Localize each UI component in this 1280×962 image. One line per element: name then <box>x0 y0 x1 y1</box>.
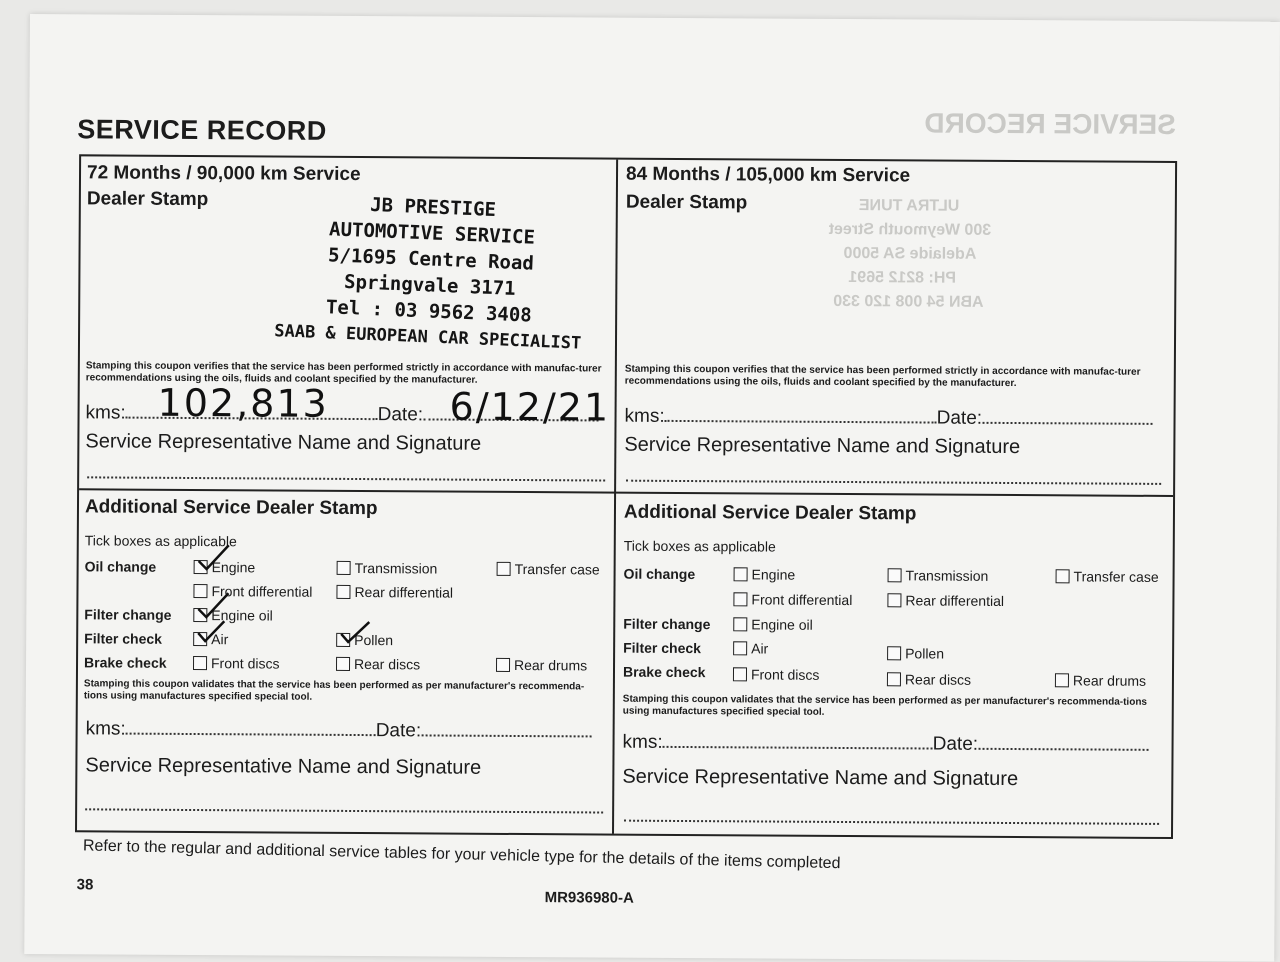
panel-heading: Additional Service Dealer Stamp <box>623 501 917 525</box>
kms-date-row <box>624 406 1152 431</box>
signature-dotted-line <box>85 806 603 813</box>
document-code: MR936980-A <box>544 889 634 907</box>
signature-dotted-line <box>87 474 605 481</box>
kms-dotted-line <box>126 719 376 737</box>
kms-dotted-line <box>665 406 937 424</box>
tick-note: Tick boxes as applicable <box>623 537 776 555</box>
dealer-stamp <box>252 187 608 357</box>
checkbox-rear-differential[interactable]: Rear differential <box>887 592 1004 609</box>
handwritten-date: 6/12/21 <box>449 384 611 430</box>
service-booklet-page <box>24 14 1280 962</box>
panel-heading: 84 Months / 105,000 km Service <box>625 163 911 187</box>
checkbox-pollen[interactable]: Pollen <box>336 632 393 648</box>
service-72-months-panel <box>79 156 616 491</box>
dealer-stamp-label: Dealer Stamp <box>625 191 748 214</box>
panel-heading: 72 Months / 90,000 km Service <box>86 162 361 186</box>
kms-label: kms: <box>85 402 126 424</box>
validation-text: Stamping this coupon validates that the service has been performed as per manufacturer's recommenda-tions using manufactures specified special tool. <box>622 693 1148 718</box>
tick-note: Tick boxes as applicable <box>84 532 237 550</box>
checkbox-front-discs[interactable]: Front discs <box>733 666 820 683</box>
stamp-line: 5/1695 Centre Road <box>327 244 535 275</box>
checkbox-transmission[interactable]: Transmission <box>337 560 438 577</box>
page-number: 38 <box>76 876 94 894</box>
checkbox-air[interactable]: Air <box>733 640 768 656</box>
checkbox-rear-discs[interactable]: Rear discs <box>336 656 420 673</box>
rep-name-label: Service Representative Name and Signature <box>85 430 482 455</box>
filter-check-label: Filter check <box>623 639 702 657</box>
date-dotted-line <box>982 408 1152 425</box>
checkbox-pollen[interactable]: Pollen <box>887 645 944 661</box>
date-dotted-line <box>421 720 591 737</box>
signature-dotted-line <box>624 818 1159 825</box>
checkbox-air[interactable]: Air <box>193 631 228 647</box>
checkbox-engine[interactable]: Engine <box>194 559 256 575</box>
footer-note: Refer to the regular and additional service tables for your vehicle type for the details of the items completed <box>82 837 841 873</box>
checkbox-engine[interactable]: Engine <box>734 566 796 582</box>
kms-date-row <box>622 732 1148 757</box>
handwritten-kms: 102,813 <box>157 380 329 426</box>
kms-label: kms: <box>85 718 126 740</box>
checkbox-transfer-case[interactable]: Transfer case <box>1056 568 1159 585</box>
checkbox-rear-differential[interactable]: Rear differential <box>336 584 453 601</box>
dealer-stamp-label: Dealer Stamp <box>86 188 209 211</box>
date-dotted-line <box>978 734 1148 751</box>
service-grid <box>75 154 1177 839</box>
checkbox-rear-drums[interactable]: Rear drums <box>1055 672 1146 689</box>
stamp-line: Tel : 03 9562 3408 <box>325 296 533 327</box>
rep-name-label: Service Representative Name and Signature <box>624 433 1021 459</box>
checkbox-front-differential[interactable]: Front differential <box>193 583 312 600</box>
additional-stamp-panel-left <box>77 490 614 833</box>
filter-check-label: Filter check <box>84 630 163 647</box>
service-84-months-panel <box>616 160 1175 495</box>
date-label: Date: <box>377 404 424 426</box>
page-title: SERVICE RECORD <box>77 114 327 146</box>
rep-name-label: Service Representative Name and Signature <box>85 754 482 779</box>
checkbox-rear-drums[interactable]: Rear drums <box>496 657 587 674</box>
date-label: Date: <box>936 407 983 429</box>
oil-change-label: Oil change <box>84 558 157 575</box>
filter-change-label: Filter change <box>623 615 711 633</box>
brake-check-label: Brake check <box>83 654 167 671</box>
panel-heading: Additional Service Dealer Stamp <box>84 496 378 520</box>
checkbox-engine-oil[interactable]: Engine oil <box>193 607 273 623</box>
date-label: Date: <box>932 733 979 755</box>
verification-text: Stamping this coupon verifies that the service has been performed strictly in accordance with manufac-turer recommendations using the oils, fluids and coolant specified by the manufacturer. <box>624 363 1141 390</box>
date-label: Date: <box>375 720 422 742</box>
verification-text: Stamping this coupon verifies that the service has been performed strictly in accordance with manufac-turer recommendations using the oils, fluids and coolant specified by the manufacturer. <box>85 360 602 386</box>
signature-dotted-line <box>626 478 1161 485</box>
checkbox-engine-oil[interactable]: Engine oil <box>733 616 813 632</box>
handwritten-tick-pollen <box>337 618 377 648</box>
checkbox-front-discs[interactable]: Front discs <box>193 655 280 672</box>
kms-label: kms: <box>624 405 665 427</box>
oil-change-label: Oil change <box>623 565 696 583</box>
kms-dotted-line <box>663 732 933 750</box>
bleed-through-line: 300 Weymouth Street <box>828 220 992 239</box>
bleed-through-line: Adelaide SA 5000 <box>843 244 977 263</box>
stamp-line: AUTOMOTIVE SERVICE <box>328 218 536 249</box>
filter-change-label: Filter change <box>84 606 172 623</box>
checkbox-rear-discs[interactable]: Rear discs <box>887 671 971 688</box>
brake-check-label: Brake check <box>622 663 706 681</box>
validation-text: Stamping this coupon validates that the service has been performed as per manufacturer's recommenda-tions using manufactures specified special tool. <box>83 678 585 703</box>
handwritten-tick-engine <box>195 543 235 573</box>
bleed-through-line: PH: 8212 5691 <box>848 269 957 287</box>
stamp-line: JB PRESTIGE <box>369 193 497 222</box>
rep-name-label: Service Representative Name and Signature <box>622 765 1019 791</box>
bleed-through-title: SERVICE RECORD <box>924 107 1176 141</box>
bleed-through-line: ABN 54 008 120 330 <box>833 292 984 311</box>
stamp-line: SAAB & EUROPEAN CAR SPECIALIST <box>273 321 582 354</box>
bleed-through-line: ULTRA TUNE <box>858 197 960 215</box>
additional-stamp-panel-right <box>614 494 1173 837</box>
checkbox-front-differential[interactable]: Front differential <box>733 591 852 608</box>
kms-label: kms: <box>622 731 663 753</box>
checkbox-transfer-case[interactable]: Transfer case <box>497 561 600 578</box>
stamp-line: Springvale 3171 <box>343 270 517 300</box>
handwritten-tick-air <box>194 617 234 647</box>
kms-date-row <box>86 718 592 743</box>
checkbox-transmission[interactable]: Transmission <box>888 567 989 584</box>
